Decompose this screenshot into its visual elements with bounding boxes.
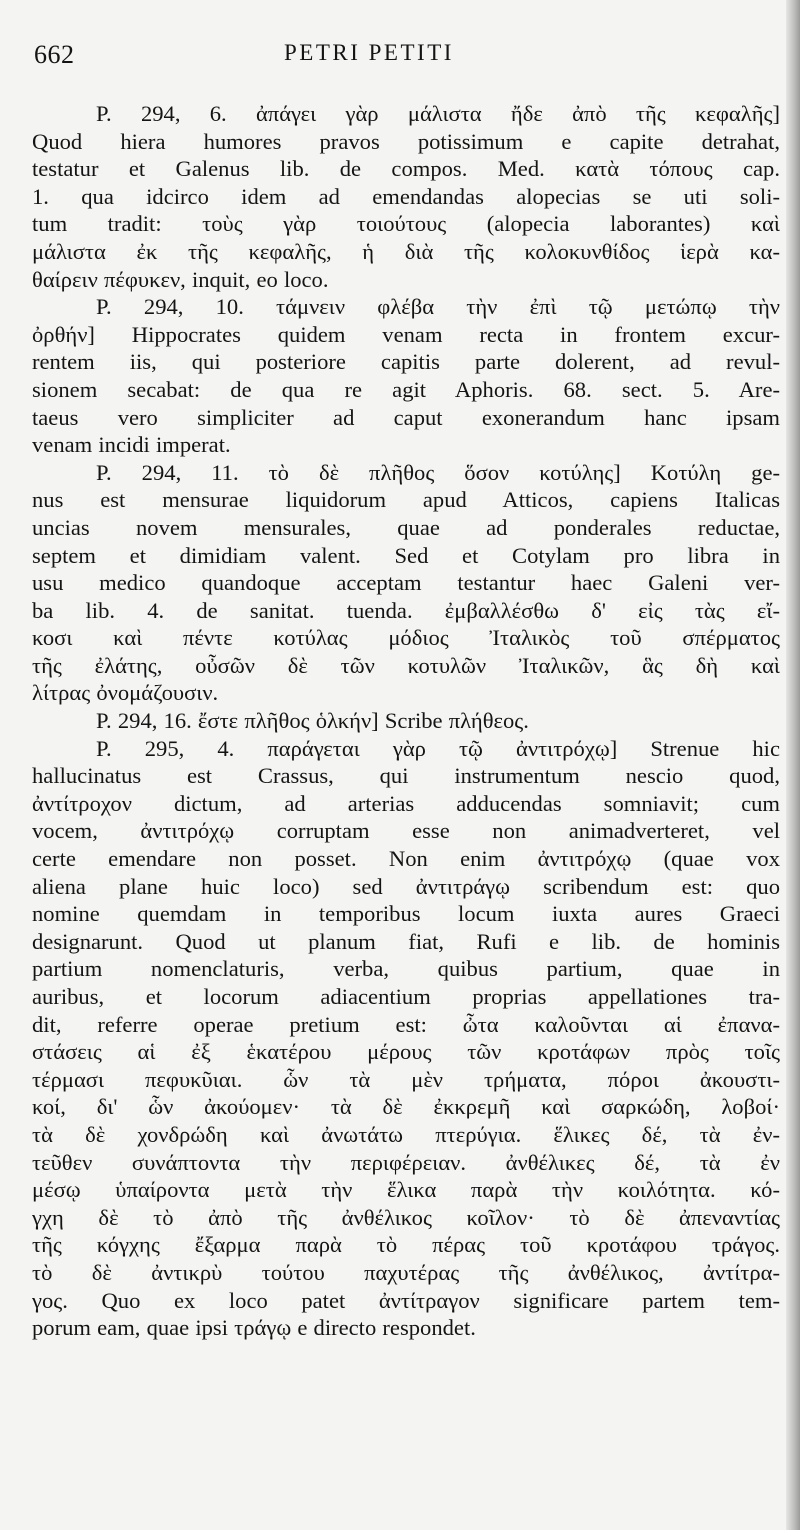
text-line: θαίρειν πέφυκεν, inquit, eo loco. (32, 266, 329, 292)
page-number: 662 (34, 40, 75, 69)
text-line: testatur et Galenus lib. de compos. Med. κατὰ τόπους cap. (32, 156, 780, 182)
text-line: uncias novem mensurales, quae ad ponderales reductae, (32, 514, 780, 540)
text-line: P. 295, 4. παράγεται γὰρ τῷ ἀντιτρόχῳ] Strenue hic (96, 735, 780, 761)
text-line: P. 294, 16. ἔστε πλῆθος ὁλκήν] Scribe πλήθεος. (96, 708, 529, 734)
text-line: ba lib. 4. de sanitat. tuenda. ἐμβαλλέσθω δ' εἰς τὰς εἴ- (32, 597, 780, 623)
text-line: μέσῳ ὑπαίροντα μετὰ τὴν ἕλικα παρὰ τὴν κοιλότητα. κό- (32, 1177, 780, 1203)
text-line: Quod hiera humores pravos potissimum e capite detrahat, (32, 128, 780, 154)
text-line: designarunt. Quod ut planum fiat, Rufi e lib. de hominis (32, 928, 780, 954)
text-line: ὀρθήν] Hippocrates quidem venam recta in frontem excur- (32, 321, 780, 347)
page-edge (786, 0, 800, 1530)
text-line: rentem iis, qui posteriore capitis parte dolerent, ad revul- (32, 349, 780, 375)
text-line: τέρμασι πεφυκῦιαι. ὧν τὰ μὲν τρήματα, πόροι ἀκουστι- (32, 1066, 780, 1092)
text-line: στάσεις αἱ ἐξ ἑκατέρου μέρους τῶν κροτάφων πρὸς τοῖς (32, 1039, 780, 1065)
page-header (34, 40, 774, 80)
text-line: γχη δὲ τὸ ἀπὸ τῆς ἀνθέλικος κοῖλον· τὸ δὲ ἀπεναντίας (32, 1204, 780, 1230)
text-line: partium nomenclaturis, verba, quibus partium, quae in (32, 956, 780, 982)
text-line: λίτρας ὀνομάζουσιν. (32, 680, 219, 706)
text-line: τὰ δὲ χονδρώδη καὶ ἀνωτάτω πτερύγια. ἕλικες δέ, τὰ ἐν- (32, 1121, 780, 1147)
text-line: certe emendare non posset. Non enim ἀντιτρόχῳ (quae vox (32, 846, 780, 872)
text-line: vocem, ἀντιτρόχῳ corruptam esse non animadverteret, vel (32, 818, 780, 844)
text-line: P. 294, 11. τὸ δὲ πλῆθος ὅσον κοτύλης] Κοτύλη ge- (96, 459, 780, 485)
text-line: auribus, et locorum adiacentium proprias appellationes tra- (32, 984, 780, 1009)
text-line: hallucinatus est Crassus, qui instrumentum nescio quod, (32, 763, 780, 789)
text-line: κοσι καὶ πέντε κοτύλας μόδιος Ἰταλικὸς τοῦ σπέρματος (32, 625, 780, 651)
text-line: dit, referre operae pretium est: ὦτα καλοῦνται αἱ ἐπανα- (32, 1011, 780, 1037)
text-line: τῆς κόγχης ἔξαρμα παρὰ τὸ πέρας τοῦ κροτάφου τράγος. (32, 1232, 780, 1258)
text-line: septem et dimidiam valent. Sed et Cotylam pro libra in (32, 542, 780, 568)
text-line: venam incidi imperat. (32, 432, 231, 458)
text-line: P. 294, 6. ἀπάγει γὰρ μάλιστα ἤδε ἀπὸ τῆς κεφαλῆς] (96, 101, 780, 126)
text-line: nomine quemdam in temporibus locum iuxta aures Graeci (32, 901, 780, 927)
text-line: κοί, δι' ὧν ἀκούομεν· τὰ δὲ ἐκκρεμῆ καὶ σαρκώδη, λοβοί· (32, 1094, 780, 1120)
text-line: τῆς ἐλάτης, οὖσῶν δὲ τῶν κοτυλῶν Ἰταλικῶν, ἃς δὴ καὶ (32, 652, 780, 678)
text-line: tum tradit: τοὺς γὰρ τοιούτους (alopecia laborantes) καὶ (32, 211, 780, 237)
text-line: γος. Quo ex loco patet ἀντίτραγον significare partem tem- (32, 1287, 780, 1313)
text-line: μάλιστα ἐκ τῆς κεφαλῆς, ἡ διὰ τῆς κολοκυνθίδος ἱερὰ κα- (32, 238, 780, 264)
text-line: τὸ δὲ ἀντικρὺ τούτου παχυτέρας τῆς ἀνθέλικος, ἀντίτρα- (32, 1259, 780, 1285)
text-line: τεῦθεν συνάπτοντα τὴν περιφέρειαν. ἀνθέλικες δέ, τὰ ἐν (32, 1149, 780, 1175)
text-line: nus est mensurae liquidorum apud Atticos, capiens Italicas (32, 487, 780, 513)
text-line: ἀντίτροχον dictum, ad arterias adducendas somniavit; cum (32, 790, 780, 816)
text-line: P. 294, 10. τάμνειν φλέβα τὴν ἐπὶ τῷ μετώπῳ τὴν (96, 294, 780, 320)
text-line: sionem secabat: de qua re agit Aphoris. 68. sect. 5. Are- (32, 376, 780, 402)
page-body-text (32, 100, 780, 1342)
text-line: 1. qua idcirco idem ad emendandas alopecias se uti soli- (32, 183, 780, 209)
text-line: aliena plane huic loco) sed ἀντιτράγῳ scribendum est: quo (32, 873, 780, 899)
text-line: usu medico quandoque acceptam testantur haec Galeni ver- (32, 570, 780, 596)
text-line: taeus vero simpliciter ad caput exonerandum hanc ipsam (32, 404, 780, 430)
running-head: PETRI PETITI (284, 40, 454, 65)
text-line: porum eam, quae ipsi τράγῳ e directo respondet. (32, 1315, 476, 1341)
